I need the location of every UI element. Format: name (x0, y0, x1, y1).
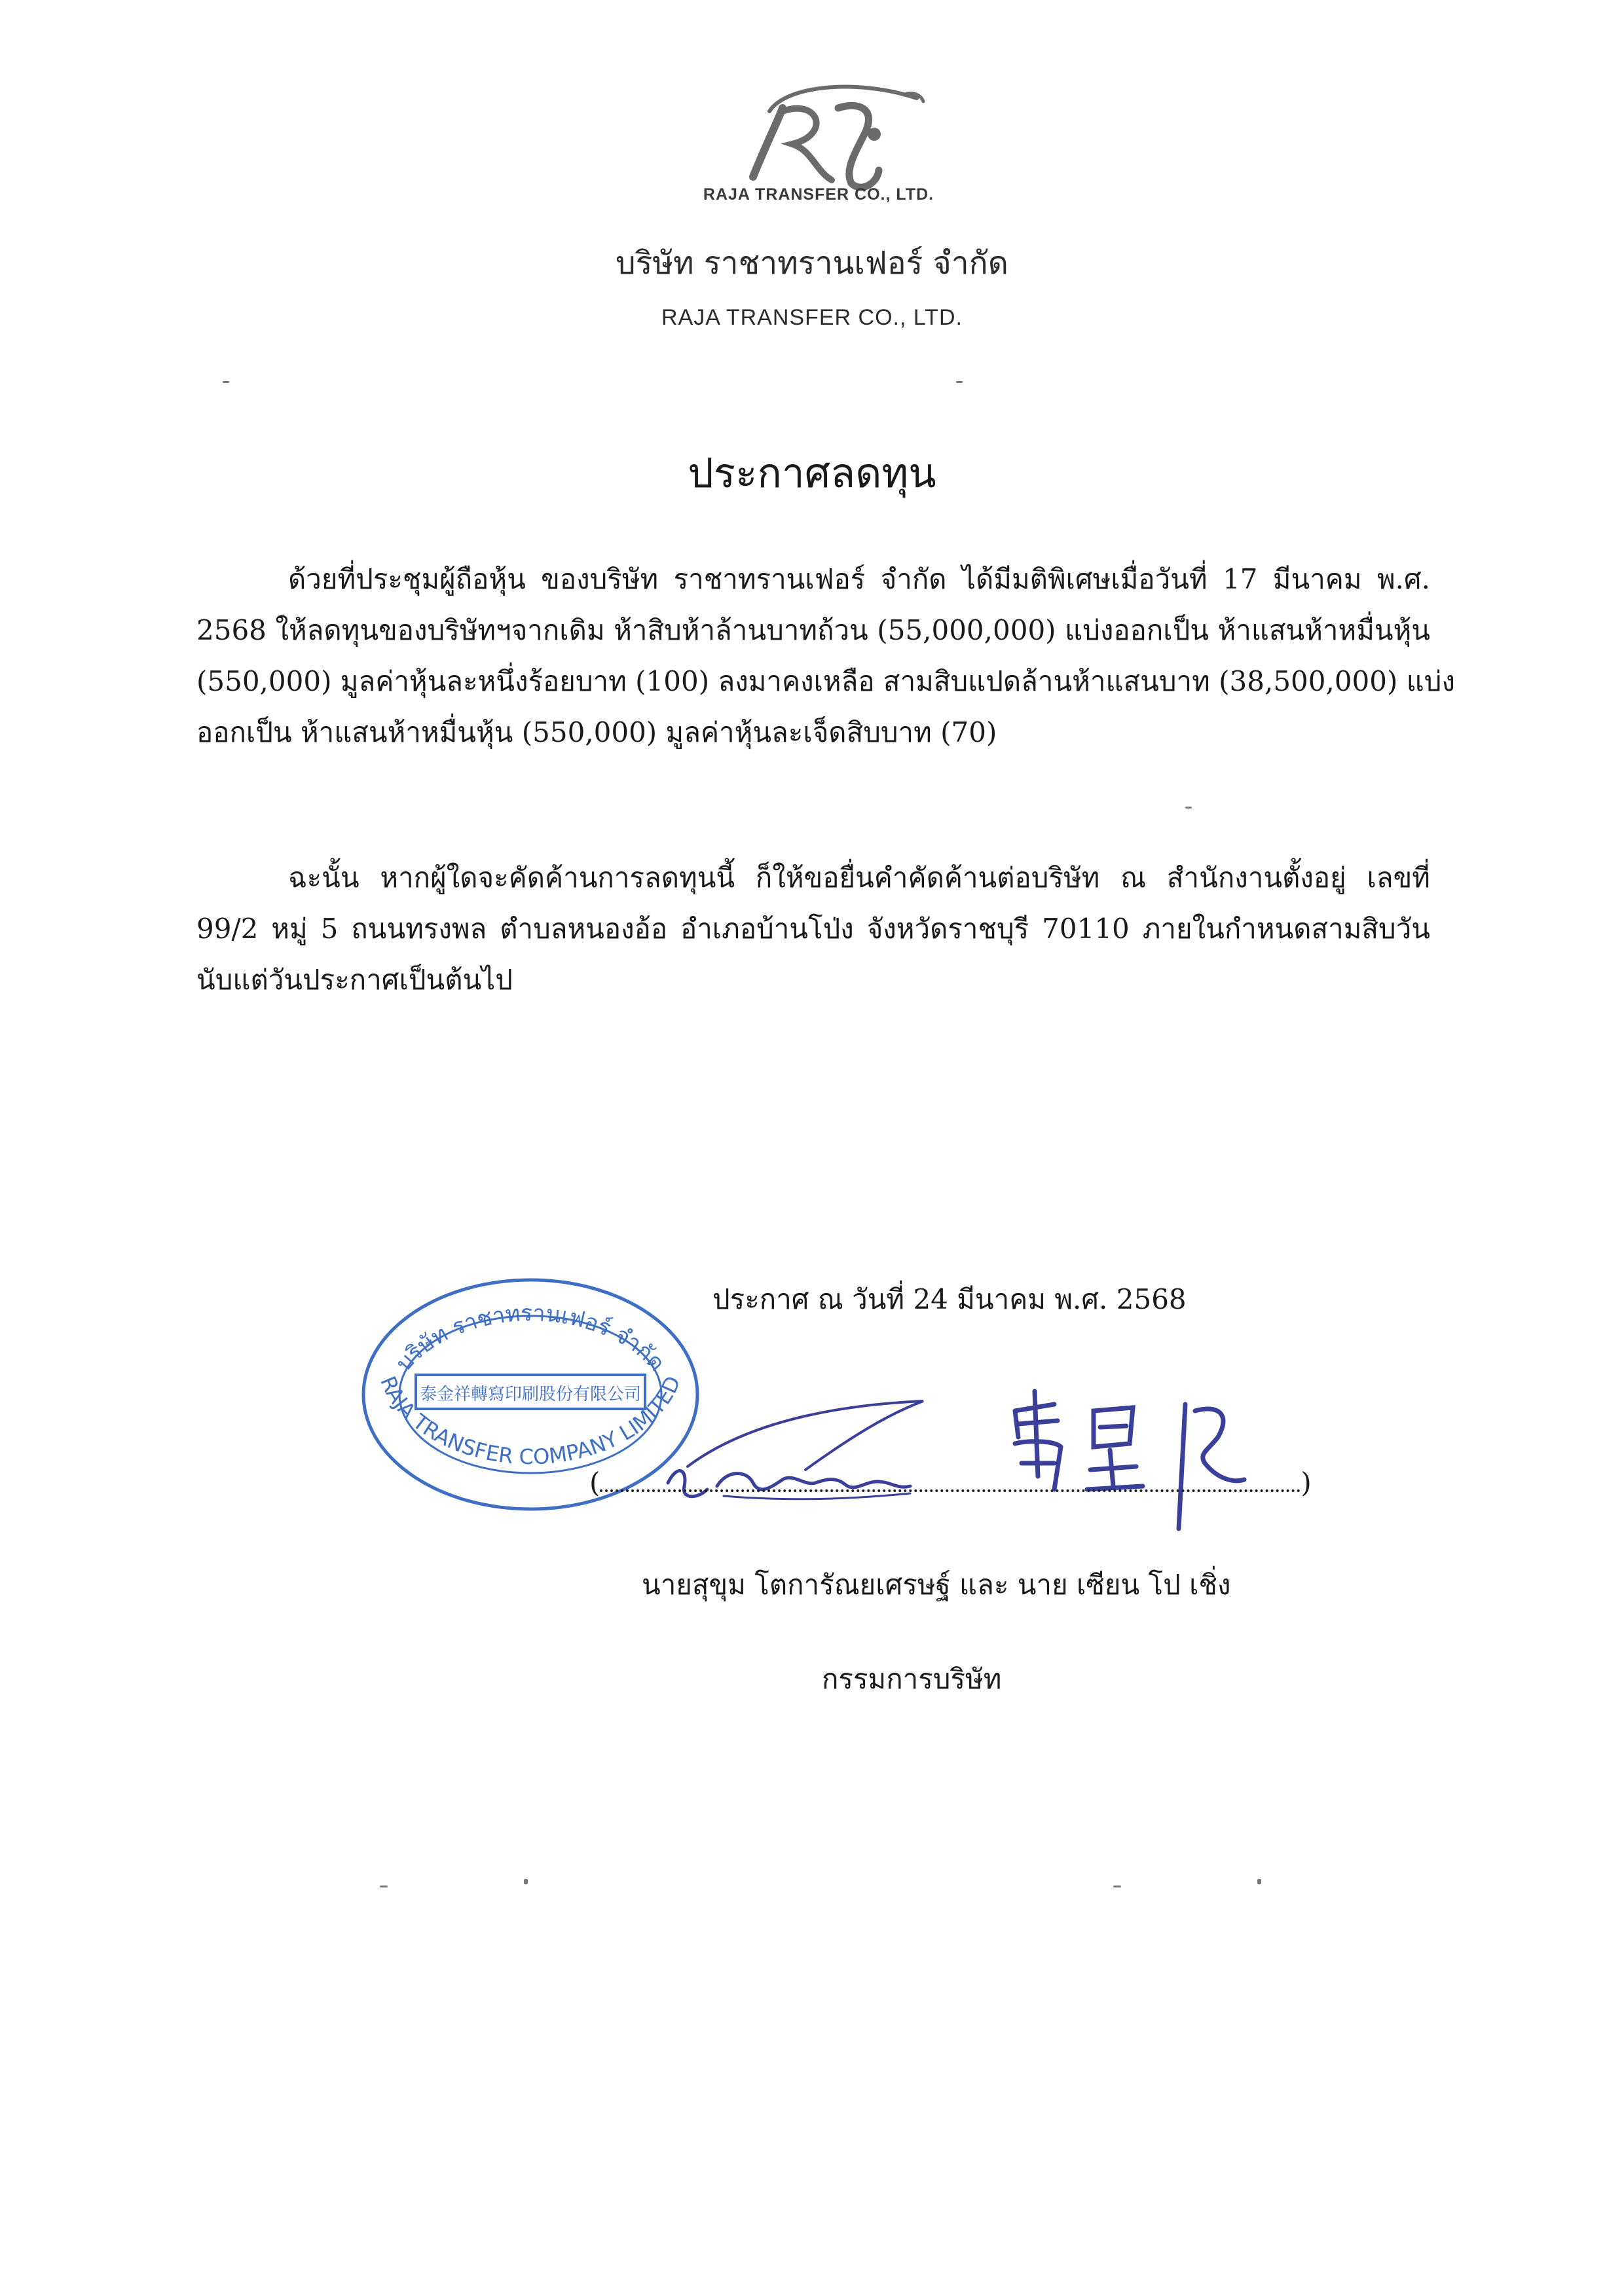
scan-speck (956, 381, 963, 383)
company-name-thai: บริษัท ราชาทรานเฟอร์ จำกัด (616, 245, 1008, 282)
scan-speck (1185, 807, 1192, 809)
handwritten-signatures (557, 1365, 1342, 1535)
signature-close-paren: ) (1301, 1467, 1312, 1499)
signature-open-paren: ( (589, 1467, 600, 1499)
scan-speck (380, 1886, 388, 1887)
svg-text:บริษัท ราชาทรานเฟอร์ จำกัด: บริษัท ราชาทรานเฟอร์ จำกัด (390, 1300, 671, 1377)
scan-speck (1257, 1879, 1261, 1884)
scan-speck (1113, 1886, 1121, 1887)
signature-line (589, 1467, 1323, 1499)
paragraph-capital-reduction (196, 554, 1455, 758)
paragraph-line: (550,000) มูลค่าหุ้นละหนึ่งร้อยบาท (100) ลงมาคงเหลือ สามสิบแปดล้านห้าแสนบาท (38,500,000) แบ่ง (196, 665, 1455, 697)
paragraph-line: ฉะนั้น หากผู้ใดจะคัดค้านการลดทุนนี้ ก็ให้ขอยื่นคำคัดค้านต่อบริษัท ณ สำนักงานตั้งอยู่ เลขที่ (288, 862, 1430, 894)
paragraph-line: 99/2 หมู่ 5 ถนนทรงพล ตำบลหนองอ้อ อำเภอบ้านโป่ง จังหวัดราชบุรี 70110 ภายในกำหนดสามสิบวัน (196, 913, 1430, 945)
logo-caption: RAJA TRANSFER CO., LTD. (703, 185, 934, 204)
announcement-date: ประกาศ ณ วันที่ 24 มีนาคม พ.ศ. 2568 (712, 1283, 1187, 1315)
paragraph-objection-notice (196, 852, 1430, 1006)
scan-speck (223, 381, 229, 383)
signer-names: นายสุขุม โตการัณยเศรษฐ์ และ นาย เซียน โป เชิ่ง (642, 1569, 1231, 1601)
paragraph-line: นับแต่วันประกาศเป็นต้นไป (196, 964, 513, 996)
company-name-english: RAJA TRANSFER CO., LTD. (661, 305, 963, 330)
document-title: ประกาศลดทุน (688, 449, 936, 497)
svg-text:泰金祥轉寫印刷股份有限公司: 泰金祥轉寫印刷股份有限公司 (419, 1385, 642, 1404)
paragraph-line: ออกเป็น ห้าแสนห้าหมื่นหุ้น (550,000) มูลค่าหุ้นละเจ็ดสิบบาท (70) (196, 716, 997, 748)
paragraph-line: 2568 ให้ลดทุนของบริษัทฯจากเดิม ห้าสิบห้าล้านบาทถ้วน (55,000,000) แบ่งออกเป็น ห้าแสนห้าหมื่นหุ้น (196, 614, 1430, 646)
svg-text:RAJA TRANSFER COMPANY LIMITED: RAJA TRANSFER COMPANY LIMITED (375, 1372, 686, 1470)
paragraph-line: ด้วยที่ประชุมผู้ถือหุ้น ของบริษัท ราชาทรานเฟอร์ จำกัด ได้มีมติพิเศษเมื่อวันที่ 17 มีนาคม พ.ศ. (288, 563, 1430, 595)
scan-speck (524, 1879, 528, 1884)
signer-role: กรรมการบริษัท (822, 1663, 1002, 1695)
dotted-line (600, 1470, 1301, 1492)
